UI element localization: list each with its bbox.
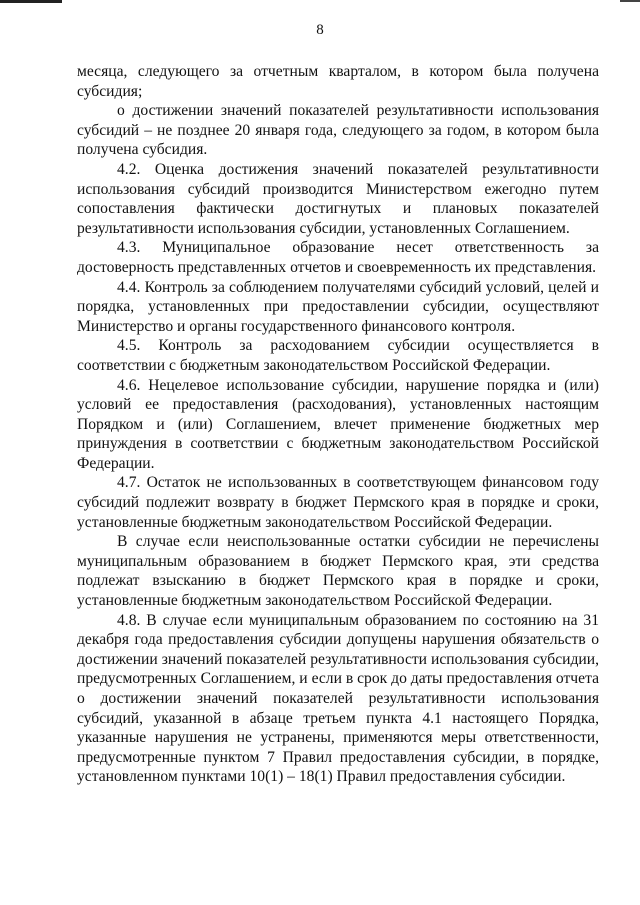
scan-edge-mark-right (620, 0, 640, 2)
scan-edge-mark (0, 0, 62, 3)
paragraph-4-4: 4.4. Контроль за соблюдением получателями субсидий условий, целей и порядка, установленных при предоставлении субсидии, осуществляют Министерство и органы государственного финансового контроля. (77, 278, 599, 335)
paragraph-reporting-deadline: о достижении значений показателей результативности использования субсидий – не позднее 20 января года, следующего за годом, в котором была получена субсидия. (77, 102, 599, 159)
document-body (77, 62, 599, 787)
paragraph-4-6: 4.6. Нецелевое использование субсидии, нарушение порядка и (или) условий ее предоставления (расходования), установленных настоящим Порядком и (или) Соглашением, влечет применение бюджетных мер принуждения в соответствии с бюджетным законодательством Российской Федерации. (77, 376, 599, 472)
paragraph-continuation: месяца, следующего за отчетным кварталом, в котором была получена субсидия; (77, 63, 599, 100)
paragraph-4-8: 4.8. В случае если муниципальным образованием по состоянию на 31 декабря года предоставления субсидии допущены нарушения обязательств о достижении значений показателей результативности использования субсидии, предусмотренных Соглашением, и если в срок до даты предоставления отчета о достижении значений показателей результативности использования субсидий, указанной в абзаце третьем пункта 4.1 настоящего Порядка, указанные нарушения не устранены, применяются меры ответственности, предусмотренные пунктом 7 Правил предоставления субсидии, в порядке, установленном пунктами 10(1) – 18(1) Правил предоставления субсидии. (77, 611, 599, 786)
page-number: 8 (316, 22, 324, 38)
paragraph-4-5: 4.5. Контроль за расходованием субсидии осуществляется в соответствии с бюджетным законодательством Российской Федерации. (77, 337, 599, 374)
paragraph-4-2: 4.2. Оценка достижения значений показателей результативности использования субсидий производится Министерством ежегодно путем сопоставления фактически достигнутых и плановых показателей результативности использования субсидии, установленных Соглашением. (77, 160, 599, 237)
paragraph-4-7-continued: В случае если неиспользованные остатки субсидии не перечислены муниципальным образованием в бюджет Пермского края, эти средства подлежат взысканию в бюджет Пермского края в порядке и сроки, установленные бюджетным законодательством Российской Федерации. (77, 533, 599, 610)
paragraph-4-7: 4.7. Остаток не использованных в соответствующем финансовом году субсидий подлежит возврату в бюджет Пермского края в порядке и сроки, установленные бюджетным законодательством Российской Федерации. (77, 474, 599, 531)
paragraph-4-3: 4.3. Муниципальное образование несет ответственность за достоверность представленных отчетов и своевременность их представления. (77, 239, 599, 276)
